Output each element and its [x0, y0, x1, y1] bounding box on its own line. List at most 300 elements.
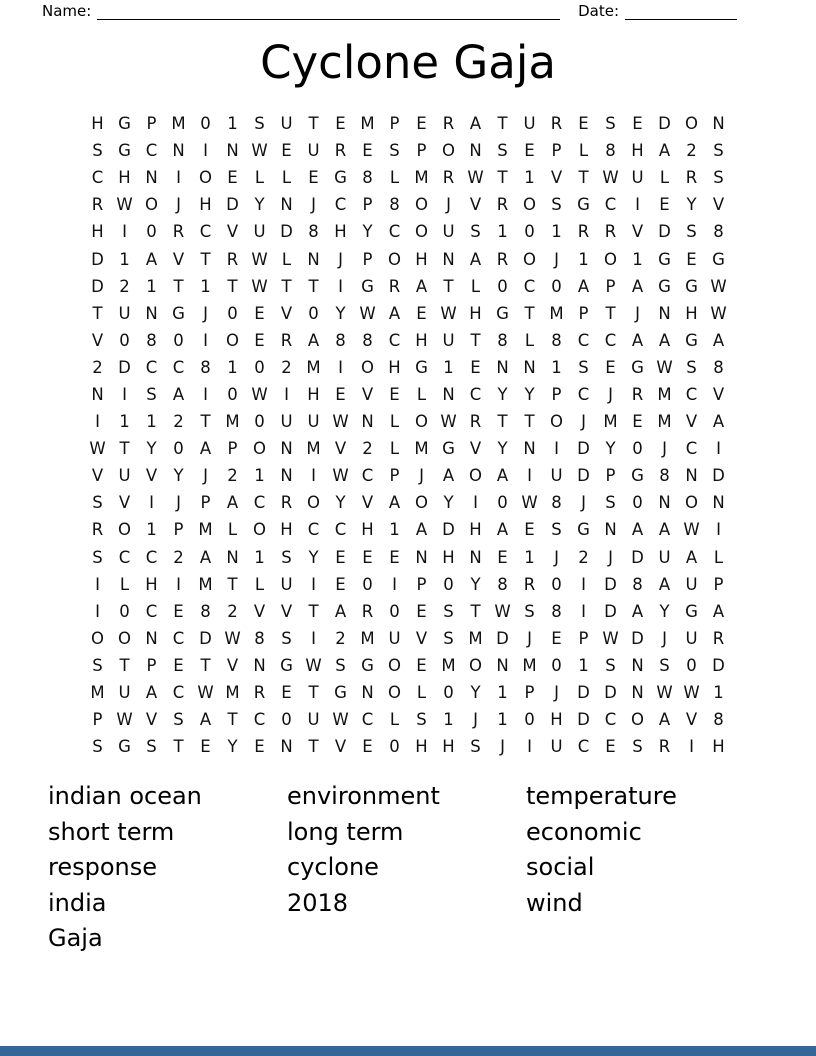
grid-cell: S [92, 493, 103, 513]
grid-cell: 0 [551, 276, 562, 296]
grid-cell: L [119, 574, 130, 594]
grid-cell: D [631, 628, 644, 648]
grid-cell: S [470, 737, 481, 757]
grid-cell: Y [362, 222, 373, 242]
grid-cell: H [442, 737, 455, 757]
grid-cell: H [631, 141, 644, 161]
grid-cell: A [658, 330, 671, 350]
grid-cell: V [280, 601, 293, 621]
grid-cell: 0 [173, 439, 184, 459]
grid-cell: 0 [632, 439, 643, 459]
grid-cell: C [334, 520, 347, 540]
grid-cell: N [226, 547, 239, 567]
grid-cell: R [631, 384, 644, 404]
grid-cell: W [521, 493, 538, 513]
grid-cell: I [122, 384, 127, 404]
grid-cell: N [631, 683, 644, 703]
grid-cell: J [203, 466, 208, 486]
grid-cell: C [199, 222, 212, 242]
grid-cell: A [226, 493, 239, 513]
grid-cell: M [306, 439, 321, 459]
grid-cell: C [604, 710, 617, 730]
grid-cell: O [631, 710, 644, 730]
grid-cell: E [389, 384, 400, 404]
grid-cell: R [550, 114, 563, 134]
grid-cell: 1 [524, 547, 535, 567]
grid-cell: O [91, 628, 104, 648]
grid-cell: N [523, 439, 536, 459]
grid-cell: N [307, 249, 320, 269]
grid-cell: D [577, 439, 590, 459]
grid-cell: R [334, 141, 347, 161]
grid-cell: T [281, 276, 292, 296]
grid-cell: 2 [578, 547, 589, 567]
grid-cell: A [496, 520, 509, 540]
grid-cell: 0 [524, 710, 535, 730]
grid-cell: J [203, 303, 208, 323]
grid-cell: V [361, 493, 374, 513]
grid-cell: 0 [389, 601, 400, 621]
grid-cell: N [658, 303, 671, 323]
grid-cell: P [551, 141, 562, 161]
word-list-item: cyclone [287, 853, 379, 882]
grid-cell: O [415, 493, 428, 513]
grid-cell: T [227, 276, 238, 296]
grid-cell: M [225, 412, 240, 432]
grid-cell: P [389, 114, 400, 134]
grid-cell: R [685, 168, 698, 188]
grid-cell: O [118, 628, 131, 648]
grid-cell: W [305, 655, 322, 675]
grid-cell: N [442, 384, 455, 404]
grid-cell: J [554, 683, 559, 703]
grid-cell: N [280, 195, 293, 215]
grid-cell: W [656, 683, 673, 703]
grid-cell: C [334, 195, 347, 215]
grid-cell: A [631, 330, 644, 350]
grid-cell: C [388, 330, 401, 350]
grid-cell: R [442, 114, 455, 134]
grid-cell: 2 [227, 601, 238, 621]
grid-cell: L [281, 249, 292, 269]
grid-cell: T [308, 737, 319, 757]
grid-cell: 1 [146, 412, 157, 432]
grid-cell: M [468, 628, 483, 648]
grid-cell: 0 [227, 303, 238, 323]
grid-cell: H [280, 520, 293, 540]
grid-cell: O [469, 655, 482, 675]
grid-cell: O [523, 249, 536, 269]
word-list [48, 779, 768, 957]
grid-cell: 2 [119, 276, 130, 296]
grid-cell: M [522, 655, 537, 675]
grid-cell: U [388, 628, 401, 648]
grid-cell: M [657, 384, 672, 404]
grid-cell: M [657, 412, 672, 432]
grid-cell: 2 [173, 547, 184, 567]
grid-cell: 0 [551, 655, 562, 675]
grid-cell: T [578, 168, 589, 188]
grid-cell: 8 [389, 195, 400, 215]
grid-cell: N [172, 141, 185, 161]
grid-cell: C [172, 628, 185, 648]
grid-cell: Y [146, 439, 157, 459]
grid-cell: R [253, 683, 266, 703]
grid-cell: A [712, 601, 725, 621]
grid-cell: D [604, 601, 617, 621]
grid-cell: S [686, 357, 697, 377]
grid-cell: I [338, 357, 343, 377]
grid-cell: C [469, 384, 482, 404]
grid-cell: 0 [443, 683, 454, 703]
grid-cell: A [712, 412, 725, 432]
grid-cell: L [389, 168, 400, 188]
grid-cell: J [419, 466, 424, 486]
grid-cell: E [281, 141, 292, 161]
grid-cell: R [388, 276, 401, 296]
grid-cell: C [577, 330, 590, 350]
grid-cell: A [145, 683, 158, 703]
grid-cell: S [281, 547, 292, 567]
word-list-item: response [48, 853, 158, 882]
grid-cell: J [176, 195, 181, 215]
grid-cell: V [145, 710, 158, 730]
grid-cell: I [527, 466, 532, 486]
grid-cell: L [389, 710, 400, 730]
grid-cell: N [226, 141, 239, 161]
grid-cell: N [712, 493, 725, 513]
grid-cell: S [92, 737, 103, 757]
grid-cell: O [469, 466, 482, 486]
grid-cell: D [280, 222, 293, 242]
grid-cell: T [497, 412, 508, 432]
grid-cell: U [550, 466, 563, 486]
grid-cell: Y [308, 547, 319, 567]
grid-cell: V [118, 493, 131, 513]
grid-cell: E [362, 547, 373, 567]
grid-cell: J [176, 493, 181, 513]
grid-cell: H [91, 114, 104, 134]
grid-cell: L [389, 439, 400, 459]
grid-cell: C [145, 141, 158, 161]
grid-cell: M [603, 412, 618, 432]
word-list-item: temperature [526, 782, 677, 810]
grid-cell: S [416, 710, 427, 730]
grid-cell: N [469, 141, 482, 161]
word-list-item: economic [526, 817, 642, 846]
grid-cell: U [280, 574, 293, 594]
grid-cell: Y [173, 466, 184, 486]
grid-cell: N [91, 384, 104, 404]
grid-cell: D [118, 357, 131, 377]
grid-cell: Y [686, 195, 697, 215]
grid-cell: U [307, 141, 320, 161]
grid-cell: D [577, 466, 590, 486]
grid-cell: Y [605, 439, 616, 459]
grid-cell: D [91, 276, 104, 296]
word-list-column [287, 779, 526, 957]
grid-cell: S [389, 141, 400, 161]
grid-cell: 2 [92, 357, 103, 377]
grid-cell: E [281, 683, 292, 703]
grid-cell: L [254, 168, 265, 188]
grid-cell: V [712, 384, 725, 404]
grid-cell: 8 [254, 628, 265, 648]
grid-cell: E [686, 249, 697, 269]
grid-cell: M [549, 303, 564, 323]
grid-cell: D [712, 655, 725, 675]
grid-cell: G [658, 249, 671, 269]
grid-cell: U [118, 303, 131, 323]
word-list-item: environment [287, 782, 440, 810]
grid-cell: T [308, 276, 319, 296]
grid-cell: W [710, 303, 727, 323]
grid-cell: A [631, 520, 644, 540]
grid-cell: D [496, 628, 509, 648]
grid-cell: M [306, 357, 321, 377]
grid-cell: U [550, 737, 563, 757]
grid-cell: I [203, 384, 208, 404]
grid-cell: 1 [497, 710, 508, 730]
grid-cell: W [251, 141, 268, 161]
grid-cell: N [280, 439, 293, 459]
grid-cell: C [145, 357, 158, 377]
grid-cell: C [577, 737, 590, 757]
grid-cell: E [254, 303, 265, 323]
grid-cell: W [710, 276, 727, 296]
grid-cell: E [335, 114, 346, 134]
grid-cell: H [307, 384, 320, 404]
grid-cell: H [712, 737, 725, 757]
grid-cell: T [470, 601, 481, 621]
grid-cell: R [280, 330, 293, 350]
grid-cell: S [605, 114, 616, 134]
grid-cell: A [415, 520, 428, 540]
grid-cell: Y [443, 493, 454, 513]
grid-cell: C [361, 466, 374, 486]
grid-cell: I [122, 222, 127, 242]
grid-cell: G [685, 276, 698, 296]
grid-cell: 8 [551, 330, 562, 350]
grid-cell: S [173, 710, 184, 730]
grid-cell: I [149, 493, 154, 513]
grid-cell: W [602, 168, 619, 188]
grid-cell: D [658, 114, 671, 134]
grid-cell: Y [659, 601, 670, 621]
grid-cell: 0 [119, 601, 130, 621]
grid-cell: J [554, 547, 559, 567]
grid-cell: S [443, 601, 454, 621]
grid-cell: V [91, 330, 104, 350]
grid-cell: S [713, 141, 724, 161]
grid-cell: U [280, 412, 293, 432]
grid-cell: O [199, 168, 212, 188]
grid-cell: G [685, 601, 698, 621]
grid-cell: W [656, 357, 673, 377]
grid-cell: 0 [173, 330, 184, 350]
grid-cell: P [578, 628, 589, 648]
grid-cell: 8 [335, 330, 346, 350]
grid-cell: R [577, 222, 590, 242]
grid-cell: I [554, 439, 559, 459]
grid-cell: T [200, 249, 211, 269]
grid-cell: C [388, 222, 401, 242]
grid-cell: 0 [551, 574, 562, 594]
grid-cell: G [577, 520, 590, 540]
grid-cell: 2 [335, 628, 346, 648]
grid-cell: V [334, 439, 347, 459]
grid-cell: C [604, 195, 617, 215]
grid-cell: A [496, 466, 509, 486]
grid-cell: E [335, 384, 346, 404]
grid-cell: R [91, 520, 104, 540]
grid-cell: 8 [551, 601, 562, 621]
grid-cell: I [716, 520, 721, 540]
grid-cell: W [683, 520, 700, 540]
grid-cell: R [523, 574, 536, 594]
grid-cell: R [658, 737, 671, 757]
grid-cell: D [712, 466, 725, 486]
date-input-line [625, 3, 737, 20]
grid-cell: 8 [713, 357, 724, 377]
grid-cell: Y [254, 195, 265, 215]
grid-cell: 8 [200, 357, 211, 377]
grid-cell: I [311, 466, 316, 486]
grid-cell: 1 [713, 683, 724, 703]
grid-cell: S [146, 737, 157, 757]
grid-cell: P [416, 141, 427, 161]
grid-cell: M [198, 574, 213, 594]
grid-cell: U [118, 466, 131, 486]
grid-cell: E [416, 303, 427, 323]
grid-cell: P [713, 574, 724, 594]
grid-cell: E [335, 574, 346, 594]
grid-cell: 1 [119, 249, 130, 269]
grid-cell: S [92, 141, 103, 161]
grid-cell: 1 [524, 168, 535, 188]
grid-cell: R [496, 249, 509, 269]
grid-cell: A [631, 276, 644, 296]
grid-cell: L [659, 168, 670, 188]
grid-cell: N [712, 114, 725, 134]
grid-cell: D [631, 547, 644, 567]
grid-cell: M [360, 628, 375, 648]
grid-cell: P [173, 520, 184, 540]
grid-cell: T [227, 710, 238, 730]
grid-cell: R [91, 195, 104, 215]
grid-cell: 0 [281, 710, 292, 730]
grid-cell: E [362, 737, 373, 757]
grid-cell: E [416, 601, 427, 621]
grid-cell: 1 [227, 357, 238, 377]
grid-cell: O [442, 141, 455, 161]
grid-cell: I [716, 439, 721, 459]
grid-cell: A [145, 249, 158, 269]
grid-cell: V [172, 249, 185, 269]
grid-cell: V [685, 710, 698, 730]
grid-cell: N [496, 655, 509, 675]
grid-cell: W [602, 628, 619, 648]
grid-cell: Y [497, 439, 508, 459]
grid-cell: A [388, 303, 401, 323]
grid-cell: T [119, 655, 130, 675]
grid-cell: W [89, 439, 106, 459]
grid-cell: E [524, 141, 535, 161]
grid-cell: D [604, 574, 617, 594]
grid-cell: T [443, 276, 454, 296]
grid-cell: H [388, 357, 401, 377]
grid-cell: J [527, 628, 532, 648]
grid-cell: H [199, 195, 212, 215]
grid-cell: 1 [119, 412, 130, 432]
grid-cell: W [251, 249, 268, 269]
grid-cell: C [145, 547, 158, 567]
grid-cell: U [631, 168, 644, 188]
grid-cell: N [685, 466, 698, 486]
grid-cell: I [338, 276, 343, 296]
grid-cell: H [469, 520, 482, 540]
grid-cell: D [199, 628, 212, 648]
grid-cell: L [416, 683, 427, 703]
grid-cell: I [203, 330, 208, 350]
grid-cell: I [527, 737, 532, 757]
grid-cell: T [308, 114, 319, 134]
grid-cell: D [442, 520, 455, 540]
grid-cell: 2 [281, 357, 292, 377]
grid-cell: W [359, 303, 376, 323]
grid-cell: G [280, 655, 293, 675]
grid-cell: C [604, 330, 617, 350]
grid-cell: H [442, 547, 455, 567]
grid-cell: A [685, 547, 698, 567]
grid-cell: M [225, 683, 240, 703]
grid-cell: 1 [578, 655, 589, 675]
grid-cell: P [227, 439, 238, 459]
grid-cell: I [581, 574, 586, 594]
grid-cell: 2 [173, 412, 184, 432]
grid-cell: P [146, 114, 157, 134]
word-list-item: long term [287, 817, 404, 846]
grid-cell: H [361, 520, 374, 540]
grid-cell: 1 [497, 683, 508, 703]
grid-cell: E [173, 601, 184, 621]
grid-cell: D [577, 683, 590, 703]
grid-cell: W [251, 276, 268, 296]
grid-cell: T [497, 168, 508, 188]
grid-cell: I [473, 493, 478, 513]
grid-cell: O [307, 493, 320, 513]
grid-cell: 1 [227, 114, 238, 134]
footer-bar [0, 1046, 816, 1056]
grid-cell: I [689, 737, 694, 757]
grid-cell: I [176, 574, 181, 594]
grid-cell: E [605, 737, 616, 757]
grid-cell: P [362, 195, 373, 215]
grid-cell: L [281, 168, 292, 188]
grid-cell: A [415, 276, 428, 296]
grid-cell: V [226, 222, 239, 242]
date-label: Date: [578, 2, 619, 20]
grid-cell: C [253, 493, 266, 513]
name-label: Name: [42, 2, 92, 20]
grid-cell: S [605, 655, 616, 675]
grid-cell: 1 [254, 466, 265, 486]
grid-cell: T [524, 303, 535, 323]
grid-cell: G [118, 114, 131, 134]
grid-cell: 1 [551, 357, 562, 377]
grid-cell: G [415, 357, 428, 377]
grid-cell: 0 [497, 493, 508, 513]
